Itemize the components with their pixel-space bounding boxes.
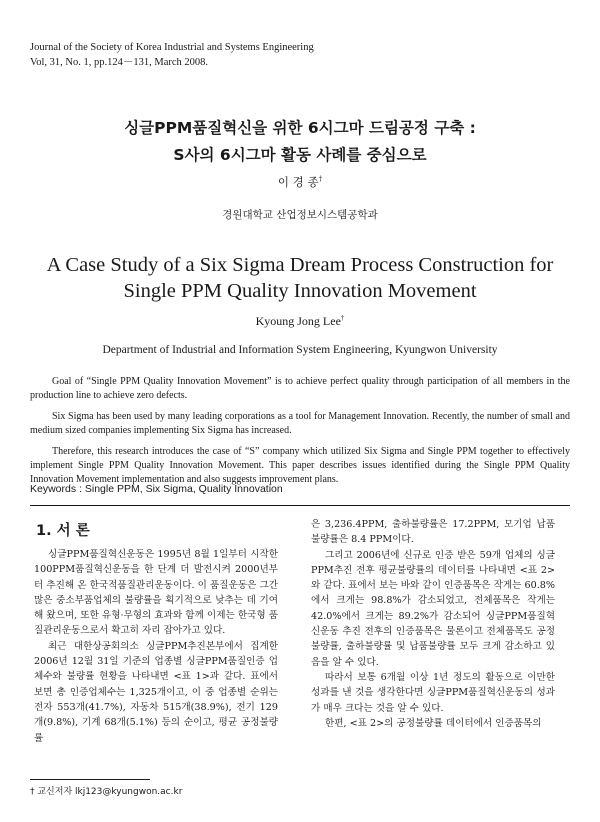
section-heading: 1. 서 론 (36, 523, 90, 539)
english-author-name: Kyoung Jong Lee (255, 314, 341, 328)
journal-volume: Vol, 31, No. 1, pp.124－131, March 2008. (30, 57, 209, 68)
korean-title-line2: S사의 6시그마 활동 사례를 중심으로 (173, 146, 427, 164)
body-paragraph: 싱글PPM품질혁신운동은 1995년 8월 1일부터 시작한 100PPM품질혁신운동을 한 단계 더 발전시켜 2000년부터 추진해 온 한국적품질관리운동이다. 이 품질운동은 그간 많은 중소부품업체의 불량률을 획기적으로 낮추는 데 기여해 왔으며, 또한 유형·무형의 효과와 함께 이제는 한국형 품질관리운동으로서 확고히 자리 잡아가고 있다. (34, 549, 278, 637)
abstract-paragraph: Six Sigma has been used by many leading corporations as a tool for Management Innovation. Recently, the number of small and medium sized companies implementing Six Sigma has increased. (30, 410, 570, 437)
footnote: † 교신저자 lkj123@kyungwon.ac.kr (30, 787, 183, 797)
divider (30, 505, 570, 506)
english-title-line1: A Case Study of a Six Sigma Dream Process Construction for (46, 254, 554, 276)
body-paragraph: 그리고 2006년에 신규로 인증 받은 59개 업체의 싱글PPM추진 전후 평균불량률의 데이터를 나타내면 <표 2>와 같다. 표에서 보는 바와 같이 인증품목은 작게는 60.8%에서 크게는 98.8%가 감소되었고, 전체품목은 작게는 42.0%에서 크게는 89.2%가 감소되어 싱글PPM품질혁신운동 추진 전후의 인증품목은 물론이고 전체품목도 공정불량률, 출하불량률 및 납품불량률 모두 크게 감소하고 있음을 알 수 있다. (311, 549, 555, 668)
body-paragraph: 최근 대한상공회의소 싱글PPM추진본부에서 집계한 2006년 12월 31일 기준의 업종별 싱글PPM품질인증 업체수와 불량률 현황을 나타내면 <표 1>과 같다. 표에서 보면 총 인증업체수는 1,325개이고, 이 중 업종별 순위는 전자 553개(41.7%), 자동차 515개(38.9%), 전기 129개(9.8%), 기계 68개(5.1%) 등의 순이고, 평균 공정불량률 (34, 640, 278, 744)
journal-name: Journal of the Society of Korea Industrial and Systems Engineering (30, 42, 314, 53)
body-paragraph: 은 3,236.4PPM, 출하불량률은 17.2PPM, 모기업 납품불량률은 8.4 PPM이다. (311, 519, 555, 546)
abstract (30, 375, 570, 494)
english-author-mark: † (340, 314, 345, 322)
korean-author (0, 174, 600, 190)
keywords (30, 483, 283, 495)
korean-title-line1: 싱글PPM품질혁신을 위한 6시그마 드림공정 구축 : (124, 119, 476, 137)
korean-affiliation: 경원대학교 산업정보시스템공학과 (222, 209, 378, 221)
left-column (34, 547, 278, 746)
korean-author-name: 이 경 종 (277, 175, 319, 189)
body-paragraph: 한편, <표 2>의 공정불량률 데이터에서 인증품목의 (325, 717, 542, 729)
right-column (311, 517, 555, 731)
english-title-line2: Single PPM Quality Innovation Movement (123, 280, 477, 302)
english-author (0, 314, 600, 329)
keywords-label: Keywords (30, 483, 77, 495)
author-mark: † (318, 175, 323, 184)
keywords-separator: : (76, 483, 85, 495)
journal-header (30, 40, 314, 70)
abstract-paragraph: Therefore, this research introduces the case of “S” company which utilized Six Sigma and Single PPM together to effectively implement Single PPM Quality Innovation Movement. This paper describes issues identified during the Single PPM Quality Innovation Movement implementation and also suggests improvement plans. (30, 445, 570, 486)
english-affiliation: Department of Industrial and Information System Engineering, Kyungwon University (102, 344, 498, 356)
abstract-paragraph: Goal of “Single PPM Quality Innovation Movement” is to achieve perfect quality through participation of all members in the production line to achieve zero defects. (30, 376, 570, 402)
footnote-rule (30, 779, 150, 780)
body-paragraph: 따라서 보통 6개월 이상 1년 정도의 활동으로 이만한 성과를 낸 것을 생각한다면 싱글PPM품질혁신운동의 성과가 매우 크다는 것을 알 수 있다. (311, 671, 555, 714)
keywords-value: Single PPM, Six Sigma, Quality Innovation (84, 483, 283, 495)
